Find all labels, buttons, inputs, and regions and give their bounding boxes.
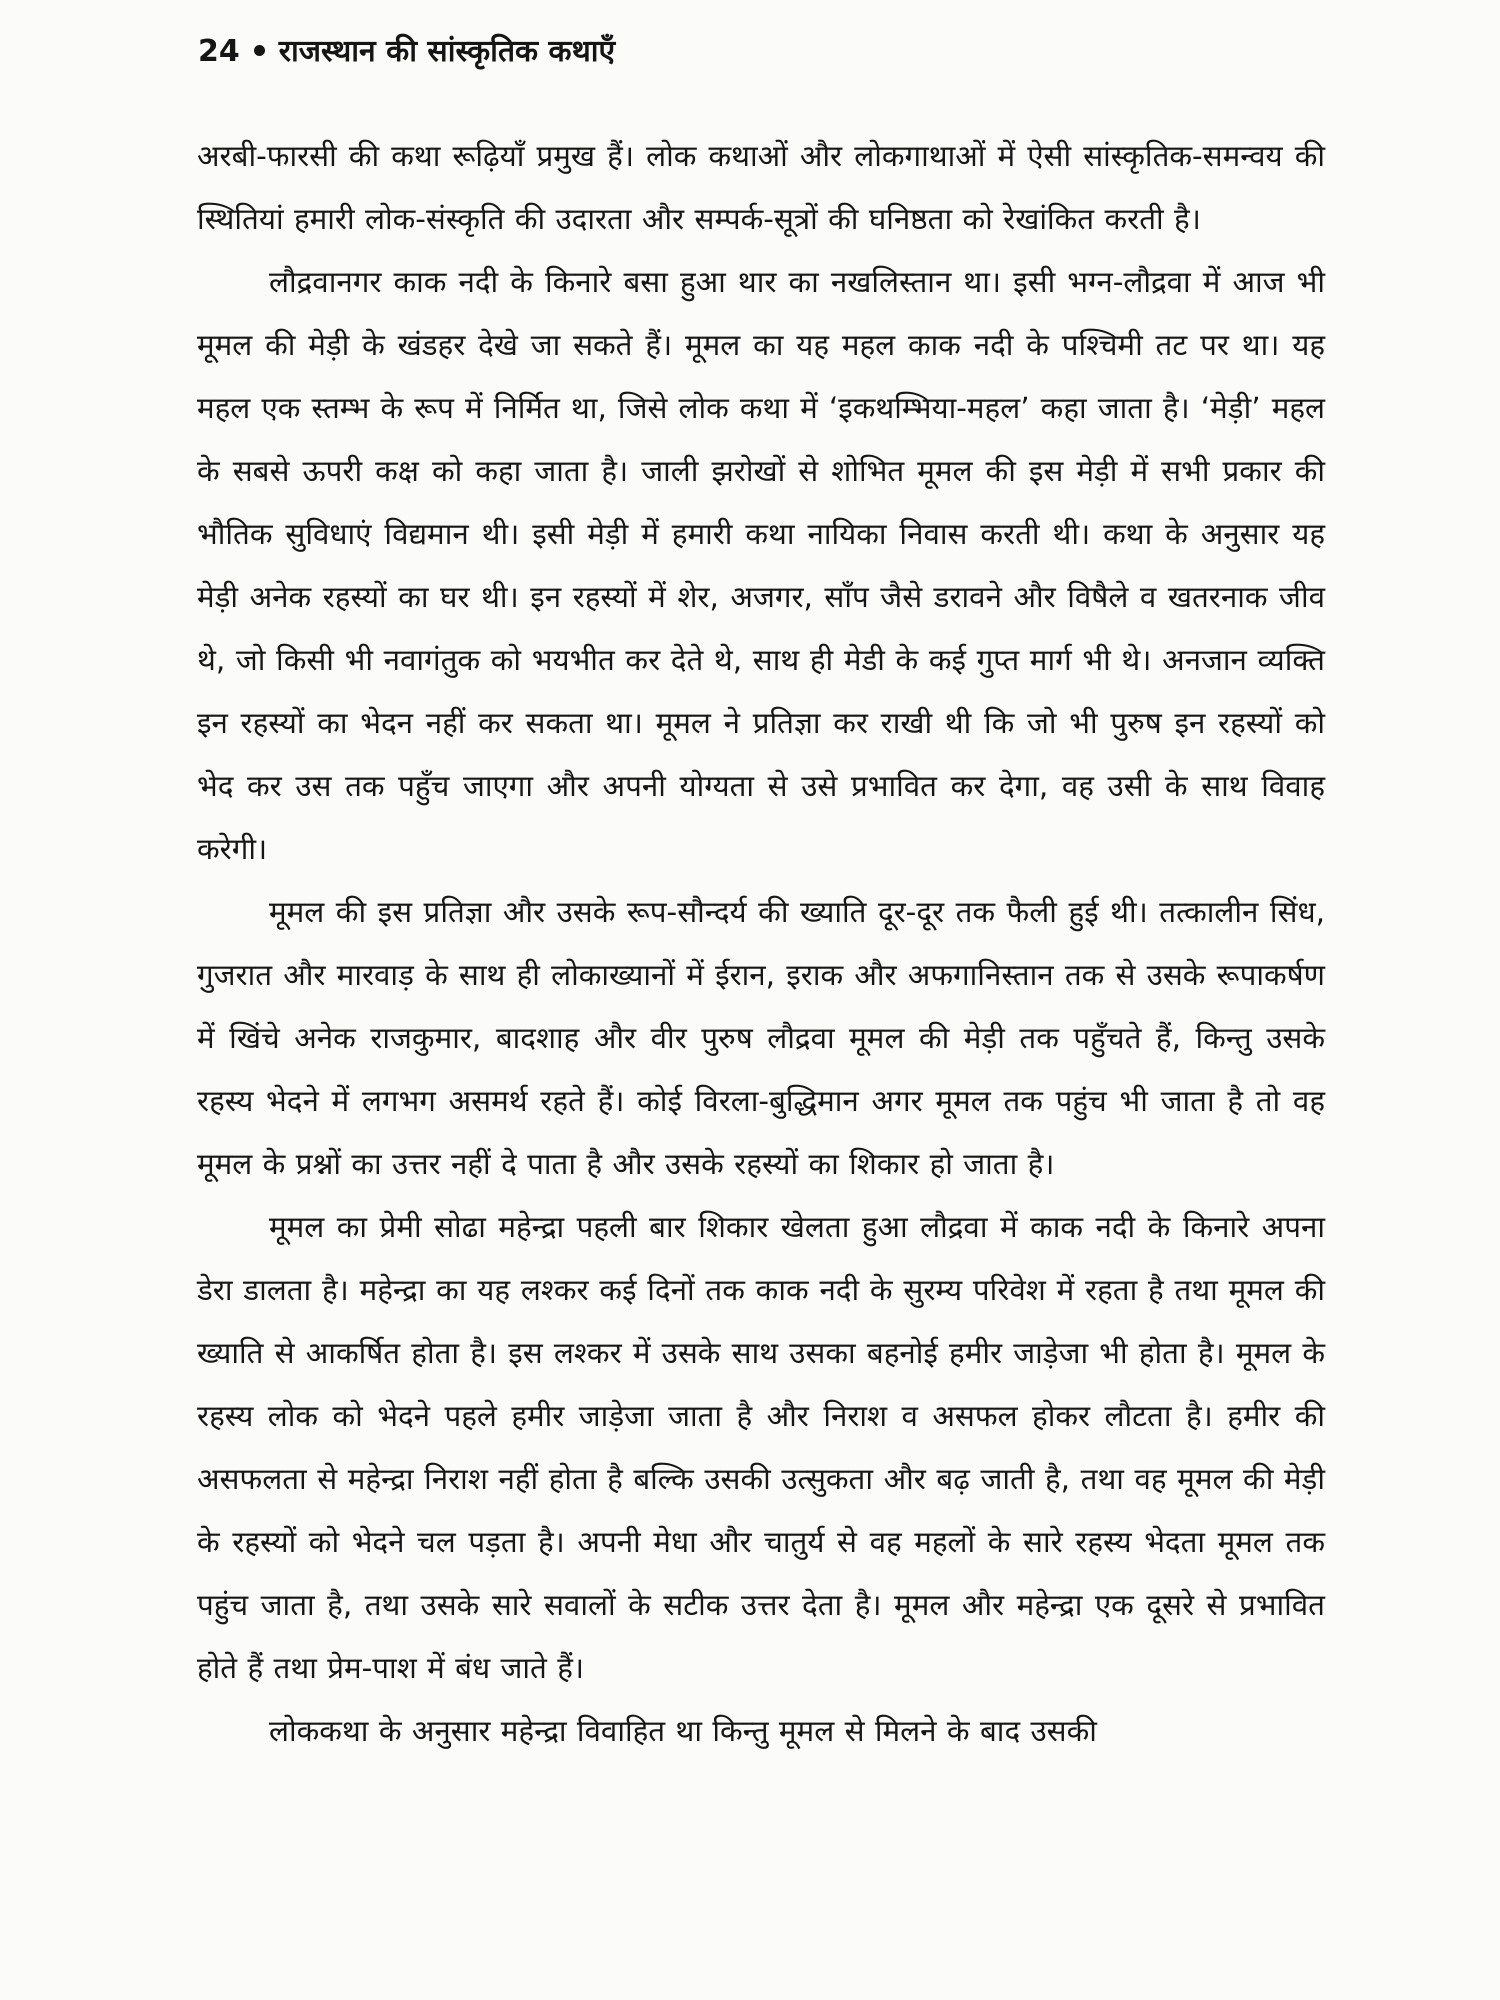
- page-number: 24: [198, 34, 240, 69]
- body-text: [197, 125, 1325, 1763]
- paragraph-lodrava-palace: लौद्रवानगर काक नदी के किनारे बसा हुआ थार का नखलिस्तान था। इसी भग्न-लौद्रवा में आज भी मूमल की मेड़ी के खंडहर देखे जा सकते हैं। मूमल का यह महल काक नदी के पश्चिमी तट पर था। यह महल एक स्तम्भ के रूप में निर्मित था, जिसे लोक कथा में ‘इकथम्भिया-महल’ कहा जाता है। ‘मेड़ी’ महल के सबसे ऊपरी कक्ष को कहा जाता है। जाली झरोखों से शोभित मूमल की इस मेड़ी में सभी प्रकार की भौतिक सुविधाएं विद्यमान थी। इसी मेड़ी में हमारी कथा नायिका निवास करती थी। कथा के अनुसार यह मेड़ी अनेक रहस्यों का घर थी। इन रहस्यों में शेर, अजगर, साँप जैसे डरावने और विषैले व खतरनाक जीव थे, जो किसी भी नवागंतुक को भयभीत कर देते थे, साथ ही मेडी के कई गुप्त मार्ग भी थे। अनजान व्यक्ति इन रहस्यों का भेदन नहीं कर सकता था। मूमल ने प्रतिज्ञा कर राखी थी कि जो भी पुरुष इन रहस्यों को भेद कर उस तक पहुँच जाएगा और अपनी योग्यता से उसे प्रभावित कर देगा, वह उसी के साथ विवाह करेगी।: [197, 265, 1325, 866]
- bullet-dot-icon: [254, 45, 265, 56]
- paragraph-folktale-continues: लोककथा के अनुसार महेन्द्रा विवाहित था किन्तु मूमल से मिलने के बाद उसकी: [269, 1714, 1097, 1748]
- paragraph-moomal-fame: मूमल की इस प्रतिज्ञा और उसके रूप-सौन्दर्य की ख्याति दूर-दूर तक फैली हुई थी। तत्कालीन सिंध, गुजरात और मारवाड़ के साथ ही लोकाख्यानों में ईरान, इराक और अफगानिस्तान तक से उसके रूपाकर्षण में खिंचे अनेक राजकुमार, बादशाह और वीर पुरुष लौद्रवा मूमल की मेड़ी तक पहुँचते हैं, किन्तु उसके रहस्य भेदने में लगभग असमर्थ रहते हैं। कोई विरला-बुद्धिमान अगर मूमल तक पहुंच भी जाता है तो वह मूमल के प्रश्नों का उत्तर नहीं दे पाता है और उसके रहस्यों का शिकार हो जाता है।: [197, 895, 1325, 1181]
- running-head: [198, 30, 615, 74]
- paragraph-mahendra: मूमल का प्रेमी सोढा महेन्द्रा पहली बार शिकार खेलता हुआ लौद्रवा में काक नदी के किनारे अपना डेरा डालता है। महेन्द्रा का यह लश्कर कई दिनों तक काक नदी के सुरम्य परिवेश में रहता है तथा मूमल की ख्याति से आकर्षित होता है। इस लश्कर में उसके साथ उसका बहनोई हमीर जाड़ेजा भी होता है। मूमल के रहस्य लोक को भेदने पहले हमीर जाड़ेजा जाता है और निराश व असफल होकर लौटता है। हमीर की असफलता से महेन्द्रा निराश नहीं होता है बल्कि उसकी उत्सुकता और बढ़ जाती है, तथा वह मूमल की मेड़ी के रहस्यों को भेदने चल पड़ता है। अपनी मेधा और चातुर्य से वह महलों के सारे रहस्य भेदता मूमल तक पहुंच जाता है, तथा उसके सारे सवालों के सटीक उत्तर देता है। मूमल और महेन्द्रा एक दूसरे से प्रभावित होते हैं तथा प्रेम-पाश में बंध जाते हैं।: [197, 1210, 1325, 1685]
- book-title: राजस्थान की सांस्कृतिक कथाएँ: [278, 34, 616, 69]
- paragraph-continuation: अरबी-फारसी की कथा रूढ़ियाँ प्रमुख हैं। लोक कथाओं और लोकगाथाओं में ऐसी सांस्कृतिक-समन्वय की स्थितियां हमारी लोक-संस्कृति की उदारता और सम्पर्क-सूत्रों की घनिष्ठता को रेखांकित करती है।: [197, 139, 1325, 236]
